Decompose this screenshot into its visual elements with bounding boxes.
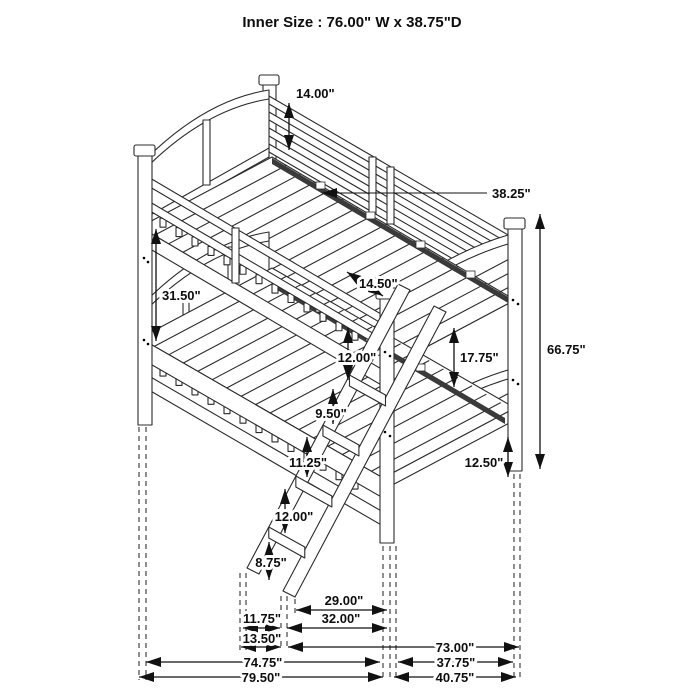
dim-label-66-75: 66.75" (547, 342, 586, 357)
dim-label-40-75: 40.75" (435, 670, 475, 685)
diagram-title: Inner Size : 76.00" W x 38.75"D (242, 14, 462, 31)
dim-label-12-00-mid: 12.00" (337, 350, 377, 365)
dim-label-17-75: 17.75" (460, 350, 499, 365)
dim-label-11-75: 11.75" (243, 611, 281, 626)
dim-label-37-75: 37.75" (436, 655, 476, 670)
dim-label-14-00: 14.00" (296, 86, 335, 101)
dim-label-73-00: 73.00" (435, 640, 475, 655)
dim-label-9-50: 9.50" (315, 406, 347, 421)
dim-label-29-00: 29.00" (324, 593, 364, 608)
dim-label-32-00: 32.00" (321, 611, 361, 626)
dim-label-12-00-ladder: 12.00" (274, 509, 314, 524)
dim-label-11-25: 11.25" (289, 455, 327, 470)
dim-label-8-75: 8.75" (255, 555, 287, 570)
dim-label-12-50: 12.50" (464, 455, 504, 470)
dim-label-79-50: 79.50" (241, 670, 281, 685)
front-left-post (134, 145, 155, 425)
dim-label-31-50: 31.50" (162, 288, 201, 303)
dim-label-13-50: 13.50" (242, 631, 282, 646)
bunk-bed-drawing (134, 75, 525, 597)
dim-label-14-50: 14.50" (359, 276, 398, 291)
dim-label-38-25: 38.25" (492, 186, 531, 201)
dim-label-74-75: 74.75" (243, 655, 283, 670)
